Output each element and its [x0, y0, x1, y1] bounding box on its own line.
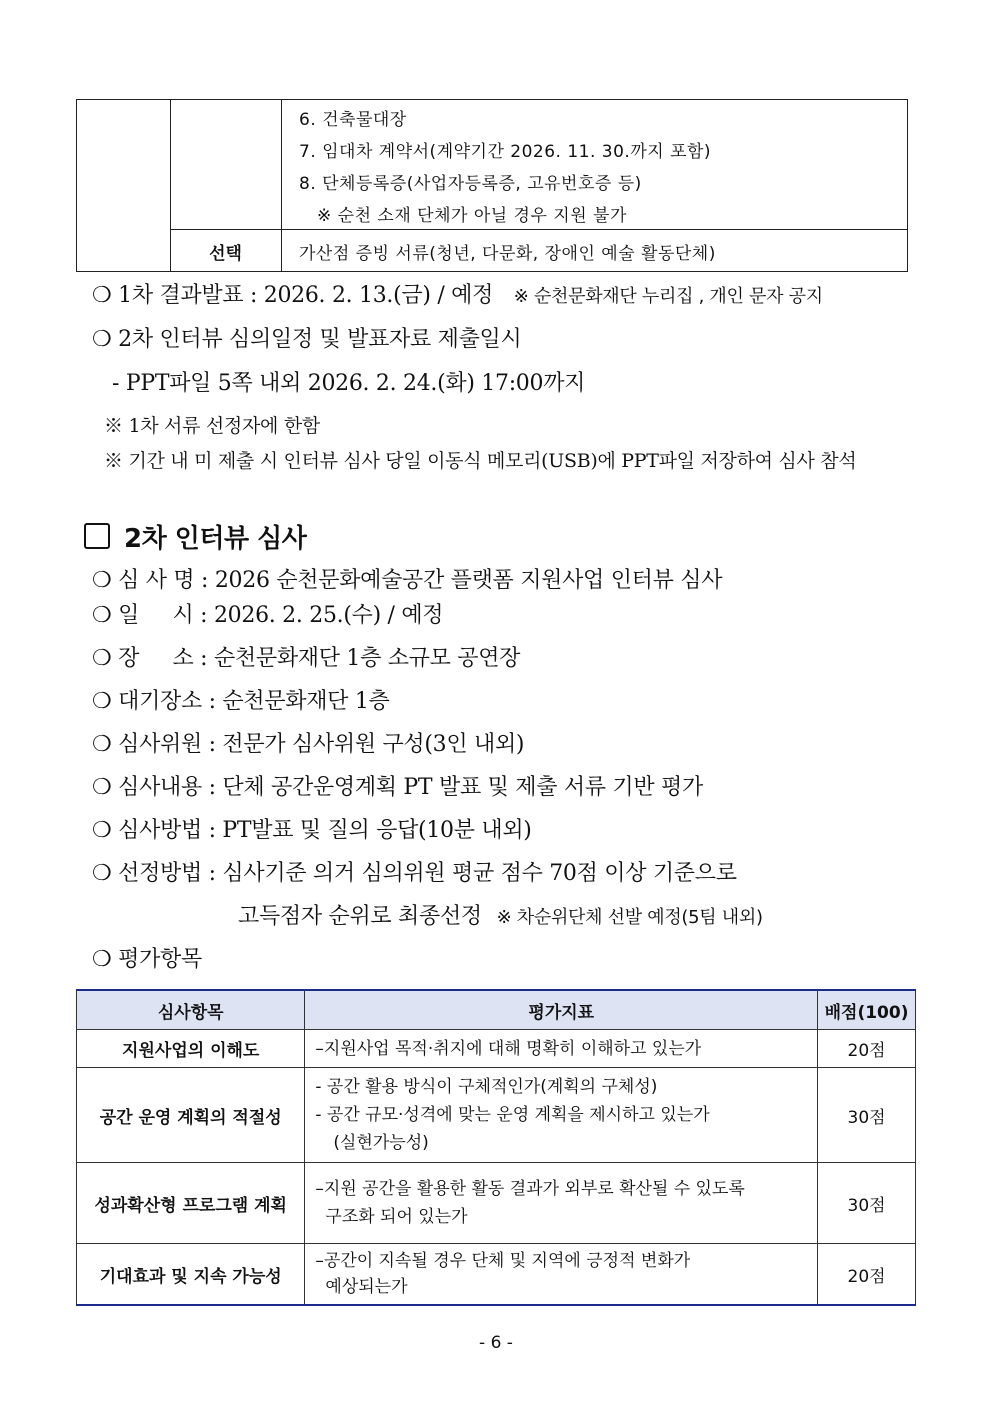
- select-label: 선택: [209, 243, 242, 264]
- eval-score: 20점: [818, 1244, 916, 1306]
- first-result-note: ※ 순천문화재단 누리집 , 개인 문자 공지: [513, 286, 823, 307]
- indicator-line: - 공간 규모·성격에 맞는 운영 계획을 제시하고 있는가: [315, 1105, 710, 1125]
- second-schedule-title: ❍ 2차 인터뷰 심의일정 및 발표자료 제출일시: [92, 327, 522, 352]
- first-result-line: [92, 278, 823, 309]
- indicator-line: 구조화 되어 있는가: [325, 1207, 468, 1227]
- table-row: [77, 1068, 916, 1163]
- eval-score: 20점: [818, 1030, 916, 1068]
- indicator-line: - 공간 활용 방식이 구체적인가(계획의 구체성): [315, 1077, 658, 1097]
- select-value: 가산점 증빙 서류(청년, 다문화, 장애인 예술 활동단체): [299, 244, 716, 264]
- table-row: [77, 1244, 916, 1306]
- selection-cont-text: 고득점자 순위로 최종선정: [238, 904, 482, 929]
- table-divider: [281, 100, 282, 271]
- eval-indicator: [305, 1068, 818, 1163]
- eval-indicator: [305, 1163, 818, 1244]
- document-requirements-table: [76, 99, 908, 272]
- eval-item: 지원사업의 이해도: [77, 1030, 305, 1068]
- requirement-item: 6. 건축물대장: [299, 110, 407, 130]
- selection-continuation: [238, 899, 763, 930]
- page-number: - 6 -: [479, 1333, 513, 1353]
- requirement-item: 8. 단체등록증(사업자등록증, 고유번호증 등): [299, 174, 642, 194]
- indicator-line: (실현가능성): [333, 1133, 429, 1153]
- header-item: 심사항목: [77, 990, 305, 1030]
- indicator-line: –지원사업 목적·취지에 대해 명확히 이해하고 있는가: [315, 1038, 702, 1059]
- requirement-item: 7. 임대차 계약서(계약기간 2026. 11. 30.까지 포함): [299, 142, 712, 162]
- second-schedule-note: ※ 기간 내 미 제출 시 인터뷰 심사 당일 이동식 메모리(USB)에 PPT파일 저장하여 심사 참석: [104, 450, 857, 472]
- table-row: [77, 1163, 916, 1244]
- selection-note: ※ 차순위단체 선발 예정(5팀 내외): [496, 907, 763, 928]
- eval-item: 성과확산형 프로그램 계획: [77, 1163, 305, 1244]
- review-item: ❍ 일 시 : 2026. 2. 25.(수) / 예정: [92, 603, 444, 628]
- indicator-line: 예상되는가: [325, 1277, 408, 1297]
- review-item: ❍ 장 소 : 순천문화재단 1층 소규모 공연장: [92, 646, 521, 671]
- review-item: ❍ 선정방법 : 심사기준 의거 심의위원 평균 점수 70점 이상 기준으로: [92, 861, 737, 886]
- review-item: ❍ 심사내용 : 단체 공간운영계획 PT 발표 및 제출 서류 기반 평가: [92, 775, 703, 800]
- evaluation-table: [76, 989, 916, 1306]
- section-title: 2차 인터뷰 심사: [124, 523, 307, 554]
- eval-item: 기대효과 및 지속 가능성: [77, 1244, 305, 1306]
- eval-indicator: [305, 1244, 818, 1306]
- requirement-note: ※ 순천 소재 단체가 아닐 경우 지원 불가: [317, 206, 627, 226]
- review-item: ❍ 심 사 명 : 2026 순천문화예술공간 플랫폼 지원사업 인터뷰 심사: [92, 568, 723, 593]
- indicator-line: –지원 공간을 활용한 활동 결과가 외부로 확산될 수 있도록: [315, 1179, 745, 1199]
- eval-title: ❍ 평가항목: [92, 947, 202, 972]
- indicator-line: –공간이 지속될 경우 단체 및 지역에 긍정적 변화가: [315, 1251, 691, 1271]
- table-row: [77, 1030, 916, 1068]
- checkbox-square-icon: [84, 523, 110, 549]
- header-score: 배점(100): [818, 990, 916, 1030]
- review-item: ❍ 대기장소 : 순천문화재단 1층: [92, 689, 390, 714]
- review-item: ❍ 심사방법 : PT발표 및 질의 응답(10분 내외): [92, 818, 532, 843]
- header-indicator: 평가지표: [305, 990, 818, 1030]
- eval-score: 30점: [818, 1163, 916, 1244]
- second-schedule-note: ※ 1차 서류 선정자에 한함: [104, 415, 320, 437]
- eval-score: 30점: [818, 1068, 916, 1163]
- table-header-row: [77, 990, 916, 1030]
- first-result-text: ❍ 1차 결과발표 : 2026. 2. 13.(금) / 예정: [92, 283, 494, 308]
- eval-item: 공간 운영 계획의 적절성: [77, 1068, 305, 1163]
- review-item: ❍ 심사위원 : 전문가 심사위원 구성(3인 내외): [92, 732, 525, 757]
- section-heading: [84, 519, 306, 553]
- second-schedule-item: - PPT파일 5쪽 내외 2026. 2. 24.(화) 17:00까지: [112, 371, 586, 396]
- eval-indicator: [305, 1030, 818, 1068]
